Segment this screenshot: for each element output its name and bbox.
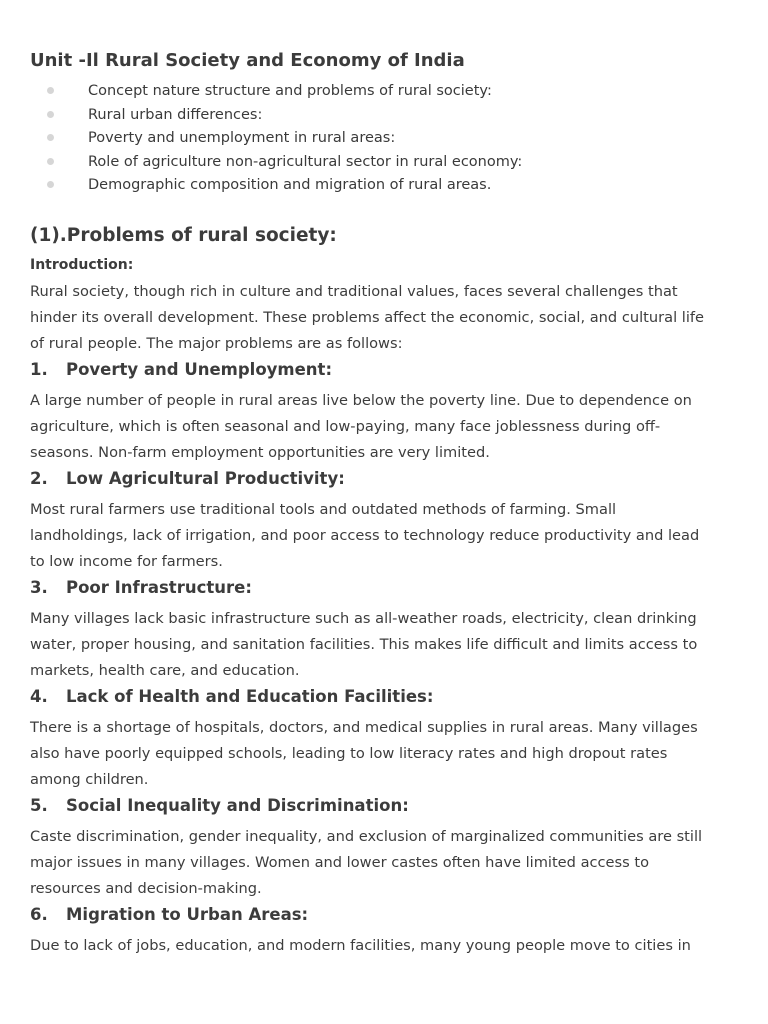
problem-title: Low Agricultural Productivity: — [66, 469, 345, 488]
problem-paragraph — [30, 606, 742, 683]
paragraph-line: Most rural farmers use traditional tools and outdated methods of farming. Small — [30, 501, 617, 518]
problem-paragraph — [30, 824, 742, 901]
unit-title: Unit -Il Rural Society and Economy of India — [30, 50, 465, 71]
topic-list — [30, 80, 522, 198]
bullet-icon — [47, 111, 54, 118]
topic-text: Role of agriculture non-agricultural sector in rural economy: — [88, 153, 523, 170]
paragraph-line: major issues in many villages. Women and lower castes often have limited access to — [30, 853, 650, 871]
problem-title: Poor Infrastructure: — [66, 578, 252, 597]
paragraph-line: to low income for farmers. — [30, 552, 223, 570]
paragraph-line: Many villages lack basic infrastructure such as all-weather roads, electricity, clean drinking — [30, 610, 697, 627]
problem-number: 6. — [30, 905, 48, 924]
problem-title: Social Inequality and Discrimination: — [66, 796, 409, 815]
paragraph-line: seasons. Non-farm employment opportunities are very limited. — [30, 443, 490, 461]
topic-text: Concept nature structure and problems of rural society: — [88, 83, 492, 99]
problem-number: 4. — [30, 687, 48, 706]
paragraph-line: A large number of people in rural areas live below the poverty line. Due to dependence on — [30, 392, 692, 409]
problem-title: Migration to Urban Areas: — [66, 905, 309, 924]
problem-paragraph — [30, 388, 742, 465]
problem-title: Poverty and Unemployment: — [66, 360, 333, 379]
paragraph-line: hinder its overall development. These problems affect the economic, social, and cultural life — [30, 308, 704, 326]
paragraph-line: among children. — [30, 770, 149, 788]
paragraph-line: agriculture, which is often seasonal and low-paying, many face joblessness during off- — [30, 417, 661, 435]
problem-heading — [30, 469, 345, 488]
problem-paragraph — [30, 715, 742, 792]
problem-number: 1. — [30, 360, 48, 379]
problem-heading — [30, 360, 332, 379]
problem-heading — [30, 578, 252, 597]
problem-title: Lack of Health and Education Facilities: — [66, 687, 434, 706]
topic-item — [30, 127, 522, 151]
bullet-icon — [47, 181, 54, 188]
paragraph-line: also have poorly equipped schools, leading to low literacy rates and high dropout rates — [30, 744, 668, 762]
paragraph-line: There is a shortage of hospitals, doctors, and medical supplies in rural areas. Many villages — [30, 719, 698, 736]
topic-text: Rural urban differences: — [88, 106, 263, 123]
topic-item — [30, 104, 522, 128]
problem-paragraph — [30, 933, 742, 959]
problem-heading — [30, 905, 308, 924]
problem-number: 5. — [30, 796, 48, 815]
topic-text: Demographic composition and migration of rural areas. — [88, 177, 492, 193]
bullet-icon — [47, 158, 54, 165]
problem-heading — [30, 687, 433, 706]
bullet-icon — [47, 87, 54, 94]
section-title: (1).Problems of rural society: — [30, 225, 337, 246]
topic-item — [30, 174, 522, 198]
bullet-icon — [47, 134, 54, 141]
problem-heading — [30, 796, 409, 815]
paragraph-line: of rural people. The major problems are as follows: — [30, 334, 403, 352]
intro-paragraph — [30, 279, 742, 356]
intro-label: Introduction: — [30, 257, 134, 273]
paragraph-line: Rural society, though rich in culture and traditional values, faces several challenges that — [30, 283, 678, 300]
problem-paragraph — [30, 497, 742, 574]
paragraph-line: Caste discrimination, gender inequality, and exclusion of marginalized communities are still — [30, 828, 703, 845]
paragraph-line: water, proper housing, and sanitation facilities. This makes life difficult and limits access to — [30, 635, 698, 653]
problem-number: 3. — [30, 578, 48, 597]
topic-text: Poverty and unemployment in rural areas: — [88, 130, 396, 146]
paragraph-line: resources and decision-making. — [30, 879, 262, 897]
paragraph-line: Due to lack of jobs, education, and modern facilities, many young people move to cities in — [30, 937, 691, 954]
paragraph-line: landholdings, lack of irrigation, and poor access to technology reduce productivity and lead — [30, 526, 700, 544]
topic-item — [30, 80, 522, 104]
problem-number: 2. — [30, 469, 48, 488]
topic-item — [30, 151, 522, 175]
paragraph-line: markets, health care, and education. — [30, 661, 300, 679]
